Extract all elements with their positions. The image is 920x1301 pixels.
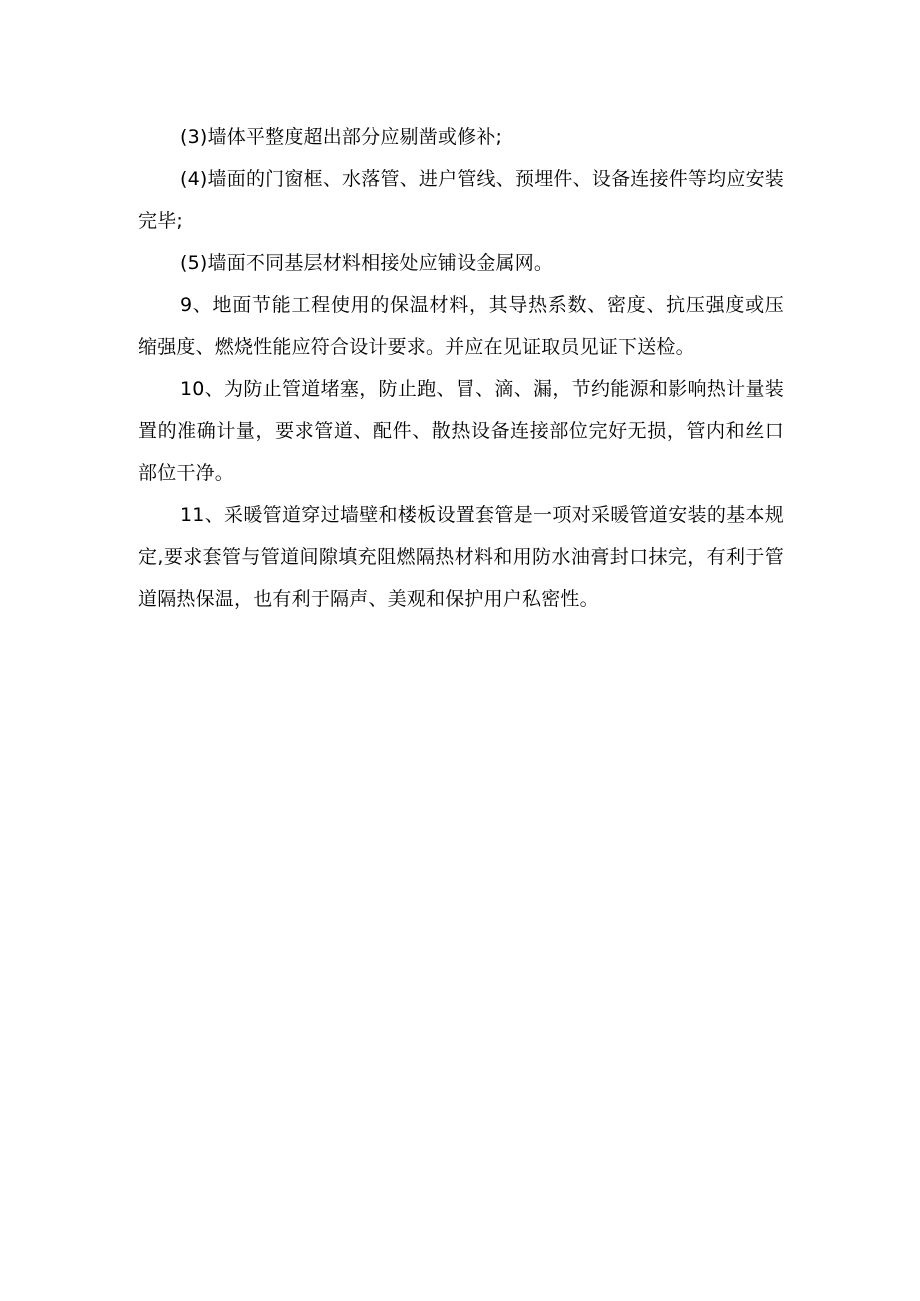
paragraph-pipe-blockage: 10、为防止管道堵塞，防止跑、冒、滴、漏，节约能源和影响热计量装置的准确计量，要求管道、配件、散热设备连接部位完好无损，管内和丝口部位干净。 (138, 378, 784, 484)
paragraph-metal-mesh: (5)墙面不同基层材料相接处应铺设金属网。 (180, 252, 554, 274)
paragraph-heating-sleeve: 11、采暖管道穿过墙壁和楼板设置套管是一项对采暖管道安装的基本规定,要求套管与管道间隙填充阻燃隔热材料和用防水油膏封口抹完，有利于管道隔热保温，也有利于隔声、美观和保护用户私密性。 (138, 504, 784, 610)
paragraph-floor-insulation: 9、地面节能工程使用的保温材料，其导热系数、密度、抗压强度或压缩强度、燃烧性能应符合设计要求。并应在见证取员见证下送检。 (138, 294, 784, 358)
paragraph-wall-flatness: (3)墙体平整度超出部分应剔凿或修补; (180, 126, 503, 148)
document-body (138, 116, 784, 620)
paragraph-wall-fixtures: (4)墙面的门窗框、水落管、进户管线、预埋件、设备连接件等均应安装完毕; (138, 168, 784, 232)
